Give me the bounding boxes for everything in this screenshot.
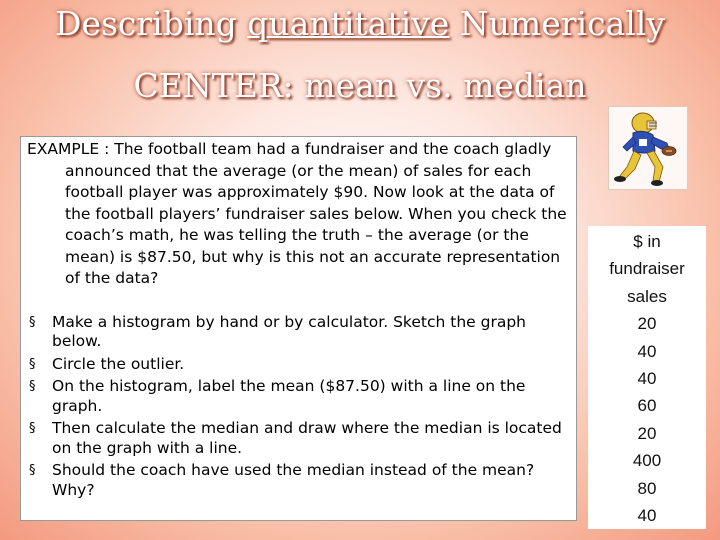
instruction-text: Make a histogram by hand or by calculator. Sketch the graph below.	[52, 312, 526, 350]
content-box	[20, 136, 577, 521]
table-cell: 80	[637, 478, 657, 498]
instruction-item	[27, 355, 570, 375]
table-header: $ in	[633, 232, 661, 251]
instruction-list	[27, 313, 570, 501]
instruction-item	[27, 461, 570, 500]
instruction-text: On the histogram, label the mean ($87.50) with a line on the graph.	[52, 377, 526, 415]
table-header: sales	[627, 286, 667, 306]
table-cell: 40	[637, 341, 657, 361]
sales-table	[588, 226, 706, 529]
table-cell: 40	[637, 506, 657, 526]
table-cell: 20	[637, 423, 657, 443]
table-cell: 40	[637, 369, 657, 389]
table-cell: 60	[637, 396, 657, 416]
instruction-item	[27, 419, 570, 458]
instruction-item	[27, 377, 570, 416]
table-header: fundraiser	[609, 259, 685, 279]
title-suffix: Numerically	[449, 4, 665, 43]
bullet-icon: §	[29, 356, 36, 372]
slide-subtitle: CENTER: mean vs. median	[133, 66, 587, 105]
slide-title-line1	[0, 4, 720, 43]
title-underlined-word: quantitative	[247, 4, 450, 43]
instruction-text: Then calculate the median and draw where the median is located on the graph with a line.	[52, 419, 562, 457]
football-player-icon	[608, 106, 688, 190]
bullet-icon: §	[29, 463, 36, 478]
bullet-icon: §	[29, 421, 36, 436]
example-paragraph: EXAMPLE : The football team had a fundraiser and the coach gladly announced that the average (or the mean) of sales for each football player was approximately $90. Now look at the data of the football players’ fundraiser sales below. When you check the coach’s math, he was telling the truth – the average (or the mean) is $87.50, but why is this not an accurate representation of the data?	[27, 140, 567, 287]
instruction-item	[27, 313, 570, 352]
instruction-text: Should the coach have used the median instead of the mean? Why?	[52, 461, 535, 499]
table-cell: 400	[632, 451, 662, 471]
table-cell: 20	[637, 314, 657, 334]
bullet-icon: §	[29, 379, 36, 394]
bullet-icon: §	[29, 314, 36, 330]
instruction-text: Circle the outlier.	[52, 354, 185, 373]
title-prefix: Describing	[54, 4, 248, 43]
